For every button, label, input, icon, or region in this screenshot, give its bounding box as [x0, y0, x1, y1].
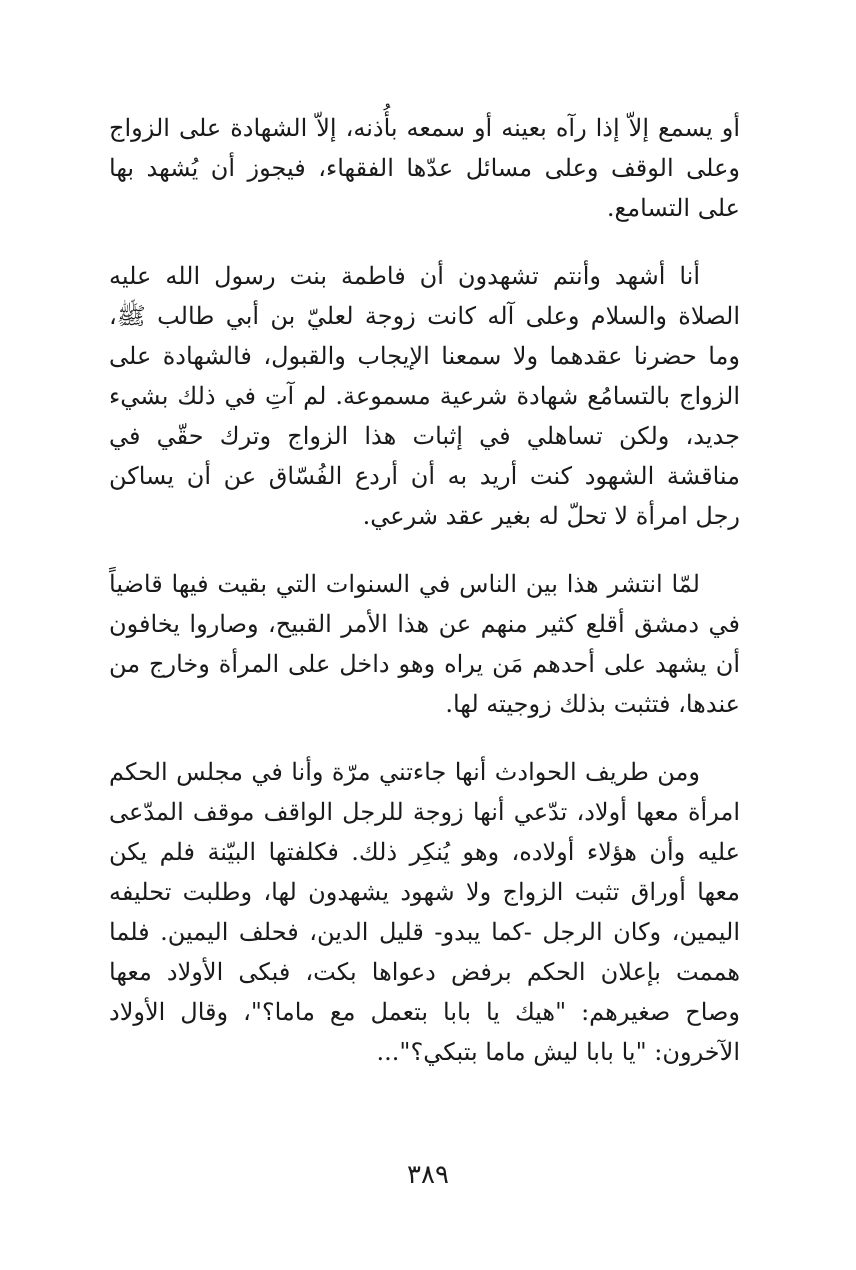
- paragraph-1: أو يسمع إلاّ إذا رآه بعينه أو سمعه بأُذنه، إلاّ الشهادة على الزواج وعلى الوقف وعلى مسائل عدّها الفقهاء، فيجوز أن يُشهد بها على التسامع.: [109, 114, 740, 222]
- page-number: ٣٨٩: [407, 1160, 449, 1190]
- paragraph-3: لمّا انتشر هذا بين الناس في السنوات التي بقيت فيها قاضياً في دمشق أقلع كثير منهم عن هذا الأمر القبيح، وصاروا يخافون أن يشهد على أحدهم مَن يراه وهو داخل على المرأة وخارج من عندها، فتثبت بذلك زوجيته لها.: [109, 570, 740, 718]
- paragraph-2: أنا أشهد وأنتم تشهدون أن فاطمة بنت رسول الله عليه الصلاة والسلام وعلى آله كانت زوجة لعليّ بن أبي طالب ﷺ، وما حضرنا عقدهما ولا سمعنا الإيجاب والقبول، فالشهادة على الزواج بالتسامُع شهادة شرعية مسموعة. لم آتِ في ذلك بشيء جديد، ولكن تساهلي في إثبات هذا الزواج وترك حقّي في مناقشة الشهود كنت أريد به أن أردع الفُسّاق عن أن يساكن رجل امرأة لا تحلّ له بغير عقد شرعي.: [109, 262, 740, 530]
- body-text: [109, 108, 740, 1100]
- paragraph-4: ومن طريف الحوادث أنها جاءتني مرّة وأنا في مجلس الحكم امرأة معها أولاد، تدّعي أنها زوجة للرجل الواقف موقف المدّعى عليه وأن هؤلاء أولاده، وهو يُنكِر ذلك. فكلفتها البيّنة فلم يكن معها أوراق تثبت الزواج ولا شهود يشهدون لها، وطلبت تحليفه اليمين، وكان الرجل -كما يبدو- قليل الدين، فحلف اليمين. فلما هممت بإعلان الحكم برفض دعواها بكت، فبكى الأولاد معها وصاح صغيرهم: "هيك يا بابا بتعمل مع ماما؟"، وقال الأولاد الآخرون: "يا بابا ليش ماما بتبكي؟"...: [109, 758, 740, 1066]
